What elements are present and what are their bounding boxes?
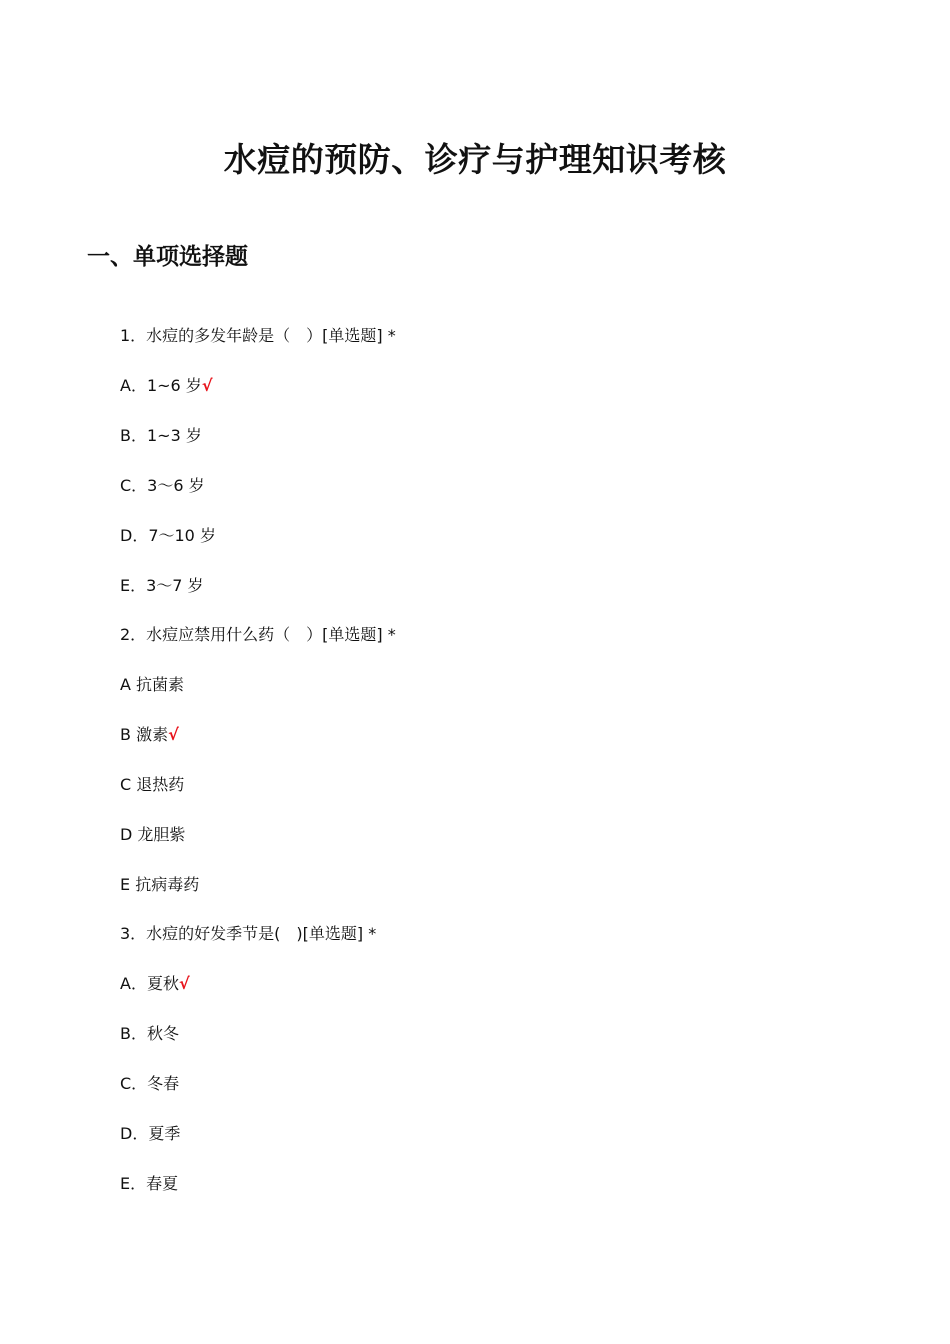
option-label: E 抗病毒药 — [120, 875, 200, 894]
question-3-option-d — [120, 1122, 180, 1146]
question-2-text: 2．水痘应禁用什么药（ ）[单选题] * — [120, 625, 396, 644]
question-2-option-a — [120, 673, 184, 697]
correct-check-icon: √ — [168, 725, 179, 744]
option-label: B 激素 — [120, 725, 169, 744]
document-title: 水痘的预防、诊疗与护理知识考核 — [223, 140, 727, 179]
option-label: E．春夏 — [120, 1174, 179, 1193]
option-label: C 退热药 — [120, 775, 185, 794]
question-2-option-d — [120, 823, 185, 847]
option-label: A．1~6 岁 — [120, 376, 202, 395]
option-label: D．7～10 岁 — [120, 526, 216, 545]
section-heading: 一、单项选择题 — [87, 244, 248, 270]
question-3-option-c — [120, 1072, 179, 1096]
option-label: D．夏季 — [120, 1124, 181, 1143]
option-label: B．秋冬 — [120, 1024, 179, 1043]
option-label: D 龙胆紫 — [120, 825, 186, 844]
question-1-option-c — [120, 474, 205, 498]
question-1-text: 1．水痘的多发年龄是（ ）[单选题] * — [120, 326, 396, 345]
question-1-option-e — [120, 574, 204, 598]
option-label: B．1~3 岁 — [120, 426, 202, 445]
question-3-text: 3．水痘的好发季节是( )[单选题] * — [120, 924, 377, 943]
correct-check-icon: √ — [201, 376, 213, 395]
question-3-option-a — [120, 972, 190, 996]
option-label: C．3～6 岁 — [120, 476, 205, 495]
question-3-option-e — [120, 1172, 178, 1196]
option-label: C．冬春 — [120, 1074, 180, 1093]
question-2-option-c — [120, 773, 184, 797]
question-1-option-a — [120, 374, 212, 398]
option-label: A 抗菌素 — [120, 675, 185, 694]
question-1-option-b — [120, 424, 202, 448]
question-2-option-e — [120, 873, 199, 897]
correct-check-icon: √ — [178, 974, 190, 993]
option-label: A．夏秋 — [120, 974, 179, 993]
question-2-option-b — [120, 723, 179, 747]
question-3-option-b — [120, 1022, 179, 1046]
option-label: E．3～7 岁 — [120, 576, 204, 595]
question-1-option-d — [120, 524, 216, 548]
